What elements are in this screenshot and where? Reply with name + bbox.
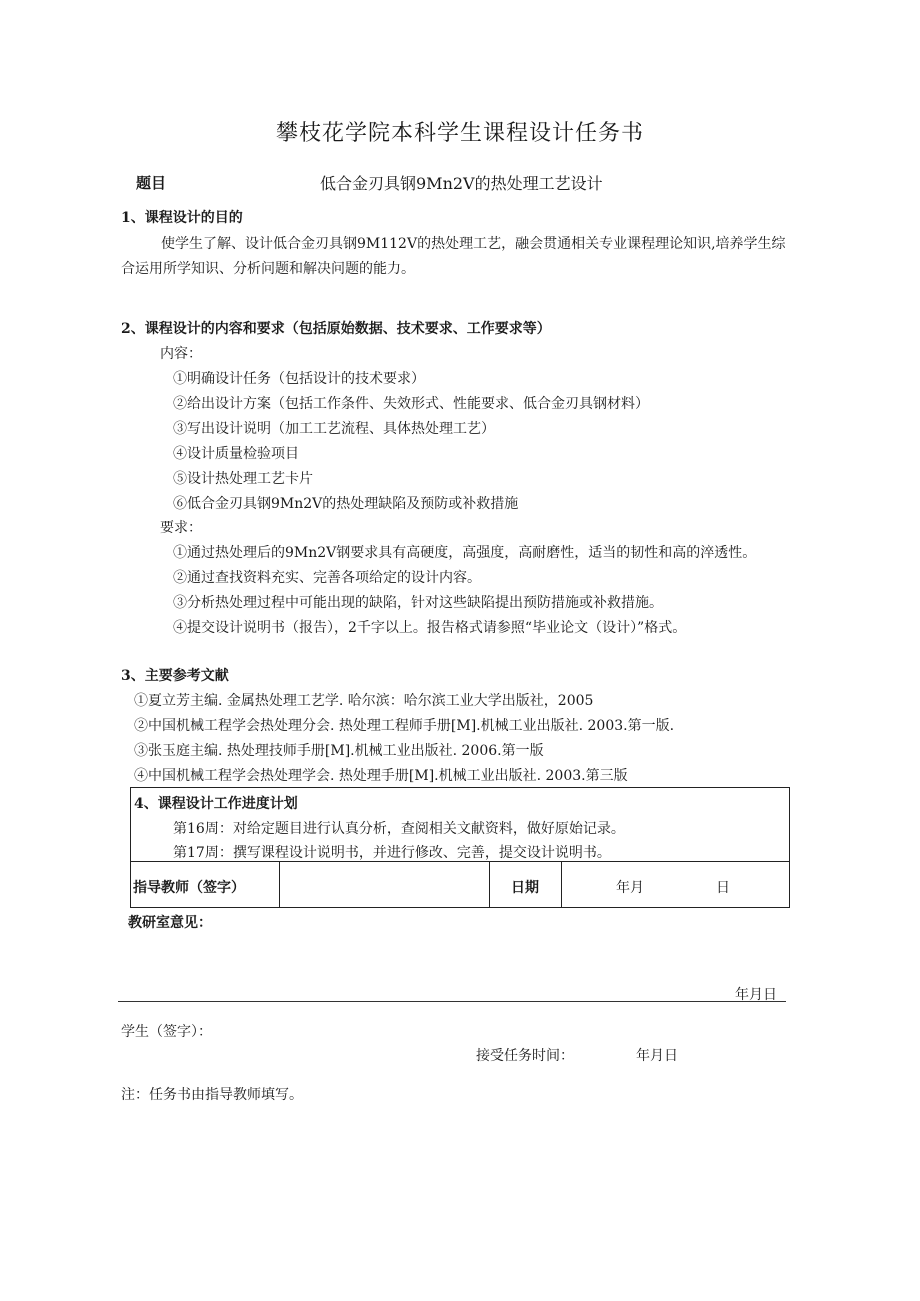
table-divider [279,861,280,907]
office-opinion-label: 教研室意见： [128,915,212,931]
content-item: ⑤设计热处理工艺卡片 [173,471,313,487]
accept-date: 年月日 [636,1048,678,1064]
reference-item: ②中国机械工程学会热处理分会. 热处理工程师手册[M].机械工业出版社. 2003.第一版. [134,718,675,734]
table-divider [561,861,562,907]
section3-heading: 3、主要参考文献 [121,668,229,684]
document-title: 攀枝花学院本科学生课程设计任务书 [275,121,644,146]
footnote: 注：任务书由指导教师填写。 [121,1087,303,1103]
date-label: 日期 [511,880,539,896]
topic-value: 低合金刃具钢9Mn2V的热处理工艺设计 [320,174,603,193]
table-divider [131,861,789,862]
section4-heading: 4、课程设计工作进度计划 [134,796,298,812]
table-divider [489,861,490,907]
section1-heading: 1、课程设计的目的 [121,210,243,226]
schedule-table [130,787,790,908]
content-item: ③写出设计说明（加工工艺流程、具体热处理工艺） [173,421,495,437]
section1-body: 使学生了解、设计低合金刃具钢9M112V的热处理工艺，融会贯通相关专业课程理论知识,培养学生综合运用所学知识、分析问题和解决问题的能力。 [121,236,786,277]
advisor-signature-label: 指导教师（签字） [133,880,245,896]
accept-time-label: 接受任务时间： [476,1048,574,1064]
requirement-label: 要求： [160,520,202,536]
requirement-item: ③分析热处理过程中可能出现的缺陷，针对这些缺陷提出预防措施或补救措施。 [173,595,663,611]
reference-item: ①夏立芳主编. 金属热处理工艺学. 哈尔滨：哈尔滨工业大学出版社，2005 [134,693,594,709]
requirement-item: ①通过热处理后的9Mn2V钢要求具有高硬度，高强度，高耐磨性，适当的韧性和高的淬透性。 [173,545,757,561]
advisor-signature-field[interactable] [281,863,487,907]
content-item: ①明确设计任务（包括设计的技术要求） [173,371,425,387]
date-day: 日 [716,880,730,896]
schedule-week: 第16周：对给定题目进行认真分析，查阅相关文献资料，做好原始记录。 [173,821,625,837]
section2-heading: 2、课程设计的内容和要求（包括原始数据、技术要求、工作要求等） [121,321,551,337]
topic-label: 题目 [136,174,167,192]
content-item: ②给出设计方案（包括工作条件、失效形式、性能要求、低合金刃具钢材料） [173,396,649,412]
reference-item: ④中国机械工程学会热处理学会. 热处理手册[M].机械工业出版社. 2003.第三版 [134,768,628,784]
date-month: 年月 [616,880,644,896]
divider-line [118,1001,786,1002]
content-item: ④设计质量检验项目 [173,446,299,462]
content-item: ⑥低合金刃具钢9Mn2V的热处理缺陷及预防或补救措施 [173,496,519,512]
content-label: 内容： [160,346,202,362]
student-signature-label: 学生（签字）： [121,1024,212,1040]
requirement-item: ②通过查找资料充实、完善各项给定的设计内容。 [173,570,481,586]
reference-item: ③张玉庭主编. 热处理技师手册[M].机械工业出版社. 2006.第一版 [134,743,544,759]
requirement-item: ④提交设计说明书（报告），2千字以上。报告格式请参照“毕业论文（设计）”格式。 [173,620,687,636]
schedule-week: 第17周：撰写课程设计说明书，并进行修改、完善，提交设计说明书。 [173,845,611,861]
office-date: 年月日 [735,987,777,1003]
